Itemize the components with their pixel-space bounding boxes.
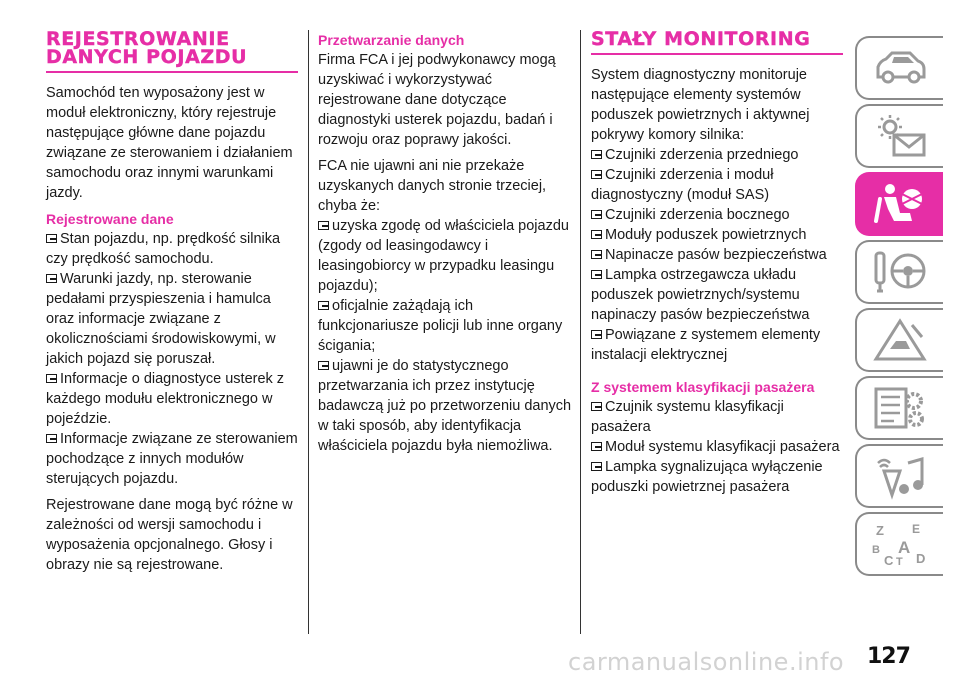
tab-multimedia[interactable] (855, 444, 943, 508)
index-letter: C (884, 553, 894, 568)
index-letter: B (872, 544, 880, 556)
list-item-text: Czujniki zderzenia przedniego (605, 147, 799, 163)
title-underline (591, 53, 843, 55)
list-item (591, 265, 843, 325)
bullet-icon (318, 221, 329, 230)
index-letter: A (898, 538, 911, 557)
list-item-text: Lampka sygnalizująca wyłączenie poduszki powietrznej pasażera (591, 459, 823, 495)
tab-maintenance[interactable] (855, 376, 943, 440)
airbag-icon (870, 179, 930, 229)
list-item (46, 429, 298, 489)
tab-breakdown[interactable] (855, 308, 943, 372)
list-item-text: Lampka ostrzegawcza układu poduszek powietrznych/systemu napinaczy pasów bezpieczeństwa (591, 267, 810, 323)
tab-steering-wheel[interactable] (855, 240, 943, 304)
bullet-icon (591, 250, 602, 259)
bullet-icon (46, 434, 57, 443)
passenger-classification-list (591, 397, 843, 497)
monitoring-intro: System diagnostyczny monitoruje następujące elementy systemów poduszek powietrznych i aktywnej pokrywy komory silnika: (591, 67, 810, 143)
list-item-text: Informacje o diagnostyce usterek z każdego modułu elektronicznego w pojeździe. (46, 371, 285, 427)
monitored-elements-list (591, 145, 843, 365)
intro-paragraph: Samochód ten wyposażony jest w moduł elektroniczny, który rejestruje następujące główne dane pojazdu związane ze sterowaniem i działaniem samochodu oraz innymi warunkami jazdy. (46, 85, 293, 201)
list-item-text: Czujniki zderzenia bocznego (605, 207, 790, 223)
chapter-navigation (855, 36, 943, 580)
list-item-text: Moduł systemu klasyfikacji pasażera (605, 439, 840, 455)
list-item (591, 145, 843, 165)
car-icon (870, 43, 930, 93)
list-item (318, 216, 576, 296)
list-item-text: Napinacze pasów bezpieczeństwa (605, 247, 827, 263)
list-item (591, 437, 843, 457)
maintenance-icon (870, 383, 930, 433)
bullet-icon (591, 330, 602, 339)
tab-warning-lights[interactable] (855, 104, 943, 168)
list-item (591, 325, 843, 365)
column-vehicle-data-recording (46, 30, 298, 581)
bullet-icon (46, 234, 57, 243)
index-icon (870, 519, 930, 569)
list-item (591, 457, 843, 497)
list-item-text: Czujniki zderzenia i moduł diagnostyczny (moduł SAS) (591, 167, 774, 203)
list-item (591, 165, 843, 205)
bullet-icon (591, 150, 602, 159)
list-item-text: ujawni je do statystycznego przetwarzania ich przez instytucję badawczą już po przetworzeniu danych w taki sposób, aby identyfikacja właściciela pojazdu była niemożliwa. (318, 358, 572, 454)
index-letter: D (916, 551, 926, 566)
section-title-monitoring: STAŁY MONITORING (591, 28, 811, 50)
multimedia-icon (870, 451, 930, 501)
warning-lights-icon (870, 111, 930, 161)
list-item-text: Powiązane z systemem elementy instalacji elektrycznej (591, 327, 821, 363)
spacer (591, 365, 843, 377)
tab-car[interactable] (855, 36, 943, 100)
bullet-icon (46, 374, 57, 383)
outro-paragraph: Rejestrowane dane mogą być różne w zależności od wersji samochodu i wyposażenia opcjonalnego. Głosy i obrazy nie są rejestrowane. (46, 497, 293, 573)
list-item-text: Warunki jazdy, np. sterowanie pedałami przyspieszenia i hamulca oraz informacje związane z okolicznościami środowiskowymi, w jakich pojazd się poruszał. (46, 271, 276, 367)
watermark: carmanualsonline.info (568, 648, 845, 676)
index-letter: T (896, 556, 903, 568)
bullet-icon (318, 301, 329, 310)
subheading-passenger-classification: Z systemem klasyfikacji pasażera (591, 379, 815, 395)
list-item (46, 229, 298, 269)
bullet-icon (591, 170, 602, 179)
index-letter: E (912, 522, 921, 536)
bullet-icon (591, 230, 602, 239)
breakdown-icon (870, 315, 930, 365)
column-divider (308, 30, 309, 634)
processing-paragraph-1: Firma FCA i jej podwykonawcy mogą uzyskiwać i wykorzystywać rejestrowane dane dotyczące diagnostyki usterek pojazdu, badań i rozwoju oraz poprawy jakości. (318, 52, 556, 148)
bullet-icon (318, 361, 329, 370)
list-item (318, 296, 576, 356)
tab-airbag[interactable] (855, 172, 943, 236)
steering-wheel-icon (870, 247, 930, 297)
list-item-text: Moduły poduszek powietrznych (605, 227, 807, 243)
bullet-icon (591, 462, 602, 471)
title-line-1: REJESTROWANIE (46, 28, 230, 50)
title-line-2: DANYCH POJAZDU (46, 46, 248, 68)
bullet-icon (591, 210, 602, 219)
list-item (591, 397, 843, 437)
section-title-recording (46, 30, 298, 66)
list-item (591, 225, 843, 245)
list-item-text: Stan pojazdu, np. prędkość silnika czy prędkość samochodu. (46, 231, 281, 267)
list-item-text: oficjalnie zażądają ich funkcjonariusze policji lub inne organy ścigania; (318, 298, 563, 354)
recorded-data-list (46, 229, 298, 489)
bullet-icon (591, 402, 602, 411)
list-item-text: Informacje związane ze sterowaniem pochodzące z innych modułów sterujących pojazdu. (46, 431, 298, 487)
list-item (591, 205, 843, 225)
list-item (46, 269, 298, 369)
column-data-processing (318, 30, 576, 456)
list-item (591, 245, 843, 265)
subheading-data-processing: Przetwarzanie danych (318, 32, 465, 48)
column-divider (580, 30, 581, 634)
page-number: 127 (867, 644, 910, 669)
bullet-icon (591, 442, 602, 451)
list-item-text: Czujnik systemu klasyfikacji pasażera (591, 399, 784, 435)
bullet-icon (46, 274, 57, 283)
list-item (318, 356, 576, 456)
index-letter: Z (876, 523, 884, 538)
processing-paragraph-2: FCA nie ujawni ani nie przekaże uzyskanych danych stronie trzeciej, chyba że: (318, 158, 547, 214)
bullet-icon (591, 270, 602, 279)
list-item (46, 369, 298, 429)
list-item-text: uzyska zgodę od właściciela pojazdu (zgody od leasingodawcy i leasingobiorcy w przypadku leasingu pojazdu); (318, 218, 569, 294)
column-continuous-monitoring (591, 30, 843, 497)
disclosure-conditions-list (318, 216, 576, 456)
title-underline (46, 71, 298, 73)
subheading-recorded-data: Rejestrowane dane (46, 211, 174, 227)
tab-index[interactable] (855, 512, 943, 576)
